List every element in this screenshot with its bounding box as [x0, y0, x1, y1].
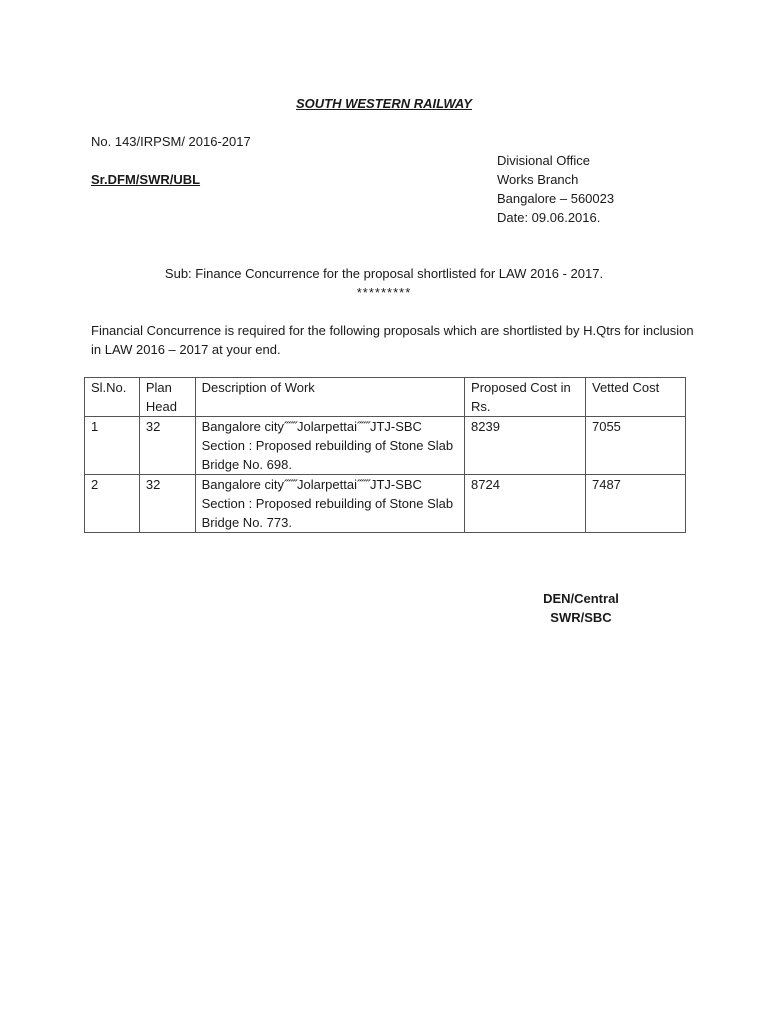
recipient: Sr.DFM/SWR/UBL [91, 172, 201, 187]
signature-block [520, 589, 642, 627]
cell-sl-no: 1 [85, 417, 140, 475]
cell-vetted-cost: 7055 [585, 417, 685, 475]
office-line: Bangalore – 560023 [497, 191, 615, 206]
header-vetted-cost: Vetted Cost [585, 378, 685, 417]
cell-description: Bangalore city˝˝˝Jolarpettai˝˝˝JTJ-SBC Section : Proposed rebuilding of Stone Slab Bridge No. 698. [195, 417, 464, 475]
letter-title: SOUTH WESTERN RAILWAY [296, 96, 472, 111]
cell-proposed-cost: 8724 [465, 475, 586, 533]
subject-block [0, 264, 768, 302]
cell-description: Bangalore city˝˝˝Jolarpettai˝˝˝JTJ-SBC Section : Proposed rebuilding of Stone Slab Bridge No. 773. [195, 475, 464, 533]
letter-date: Date: 09.06.2016. [497, 210, 601, 225]
cell-proposed-cost: 8239 [465, 417, 586, 475]
office-line: Divisional Office [497, 153, 590, 168]
header-proposed-cost: Proposed Cost in Rs. [465, 378, 586, 417]
header-sl-no: Sl.No. [85, 378, 140, 417]
table-header-row [85, 378, 686, 417]
signature-designation: DEN/Central [543, 591, 619, 606]
works-table [84, 377, 686, 533]
header-plan-head: Plan Head [139, 378, 195, 417]
header-description: Description of Work [195, 378, 464, 417]
subject-line: Sub: Finance Concurrence for the proposal shortlisted for LAW 2016 - 2017. [164, 266, 604, 281]
reference-number: No. 143/IRPSM/ 2016-2017 [91, 134, 251, 149]
cell-sl-no: 2 [85, 475, 140, 533]
cell-vetted-cost: 7487 [585, 475, 685, 533]
body-paragraph: Financial Concurrence is required for the following proposals which are shortlisted by H.Qtrs for inclusion in LAW 2016 – 2017 at your end. [91, 323, 694, 357]
office-line: Works Branch [497, 172, 579, 187]
cell-plan-head: 32 [139, 475, 195, 533]
table-row [85, 417, 686, 475]
signature-office: SWR/SBC [550, 610, 612, 625]
office-address [497, 151, 614, 227]
table-row [85, 475, 686, 533]
subject-separator: ********* [356, 285, 412, 300]
cell-plan-head: 32 [139, 417, 195, 475]
